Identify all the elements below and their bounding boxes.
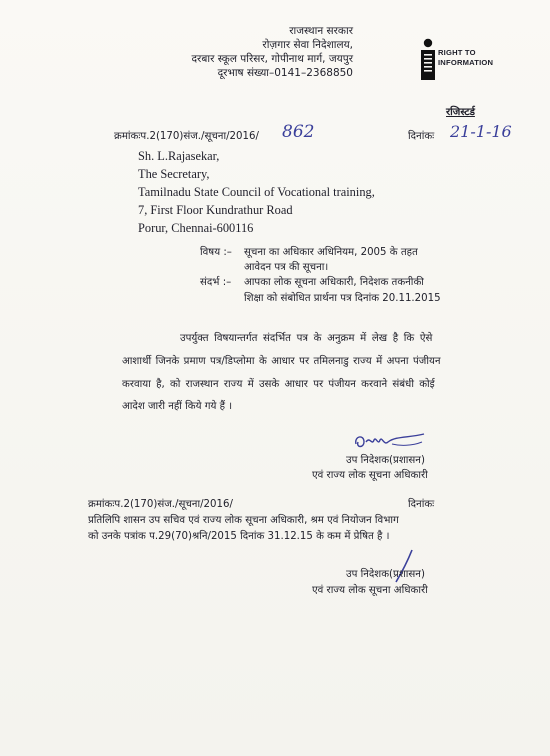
rti-text bbox=[438, 48, 493, 68]
reference-line-1: आपका लोक सूचना अधिकारी, निदेशक तकनीकी bbox=[244, 277, 424, 288]
body-line-4: आदेश जारी नहीं किये गये हैं । bbox=[122, 401, 233, 412]
date-value-handwritten: 21-1-16 bbox=[450, 122, 512, 141]
copy-line-2: को उनके पत्रांक प.29(70)श्रनि/2015 दिनांक 31.12.15 के कम में प्रेषित है । bbox=[88, 531, 390, 542]
body-line-2: आशार्थी जिनके प्रमाण पत्र/डिप्लोमा के आधार पर तमिलनाडु राज्य में अपना पंजीयन bbox=[122, 356, 441, 367]
copy-ref-label: क्रमांकःप.2(170)संज./सूचना/2016/ bbox=[88, 499, 233, 510]
signature-2-designation-2: एवं राज्य लोक सूचना अधिकारी bbox=[312, 585, 428, 596]
header-line-1: राजस्थान सरकार bbox=[289, 25, 353, 37]
copy-line-1: प्रतिलिपि शासन उप सचिव एवं राज्य लोक सूचना अधिकारी, श्रम एवं नियोजन विभाग bbox=[88, 515, 399, 526]
addressee-line-1: Sh. L.Rajasekar, bbox=[138, 149, 220, 163]
rti-logo bbox=[420, 36, 500, 82]
addressee-line-4: 7, First Floor Kundrathur Road bbox=[138, 203, 293, 217]
addressee-line-2: The Secretary, bbox=[138, 167, 210, 181]
reference-line-2: शिक्षा को संबोधित प्रार्थना पत्र दिनांक 20.11.2015 bbox=[244, 293, 441, 304]
header-line-2: रोज़गार सेवा निदेशालय, bbox=[262, 39, 353, 51]
copy-date-label: दिनांकः bbox=[408, 499, 435, 510]
rti-emblem-icon bbox=[420, 38, 436, 82]
registered-label: रजिस्टर्ड bbox=[446, 107, 475, 118]
reference-label: संदर्भ :– bbox=[200, 277, 232, 288]
header-line-3: दरबार स्कूल परिसर, गोपीनाथ मार्ग, जयपुर bbox=[191, 53, 353, 65]
rti-line-1: RIGHT TO bbox=[438, 48, 476, 57]
date-label: दिनांकः bbox=[408, 131, 435, 142]
ref-label: क्रमांकःप.2(170)संज./सूचना/2016/ bbox=[114, 131, 259, 142]
rti-line-2: INFORMATION bbox=[438, 58, 494, 67]
subject-line-1: सूचना का अधिकार अधिनियम, 2005 के तहत bbox=[244, 247, 418, 258]
subject-label: विषय :– bbox=[200, 247, 232, 258]
signature-1-icon bbox=[352, 428, 432, 454]
addressee-line-3: Tamilnadu State Council of Vocational training, bbox=[138, 185, 375, 199]
body-line-3: करवाया है, को राजस्थान राज्य में उसके आधार पर पंजीयन करवाने संबंधी कोई bbox=[122, 379, 435, 390]
signature-1-designation-1: उप निदेशक(प्रशासन) bbox=[346, 455, 425, 466]
ref-number-handwritten: 862 bbox=[282, 122, 315, 142]
signature-1-designation-2: एवं राज्य लोक सूचना अधिकारी bbox=[312, 470, 428, 481]
signature-2-designation-1: उप निदेशक(प्रशासन) bbox=[346, 569, 425, 580]
body-line-1: उपर्युक्त विषयान्तर्गत संदर्भित पत्र के अनुक्रम में लेख है कि ऐसे bbox=[180, 333, 433, 344]
subject-line-2: आवेदन पत्र की सूचना। bbox=[244, 262, 329, 273]
header-line-4: दूरभाष संख्या–0141–2368850 bbox=[217, 67, 353, 79]
addressee-line-5: Porur, Chennai-600116 bbox=[138, 221, 254, 235]
